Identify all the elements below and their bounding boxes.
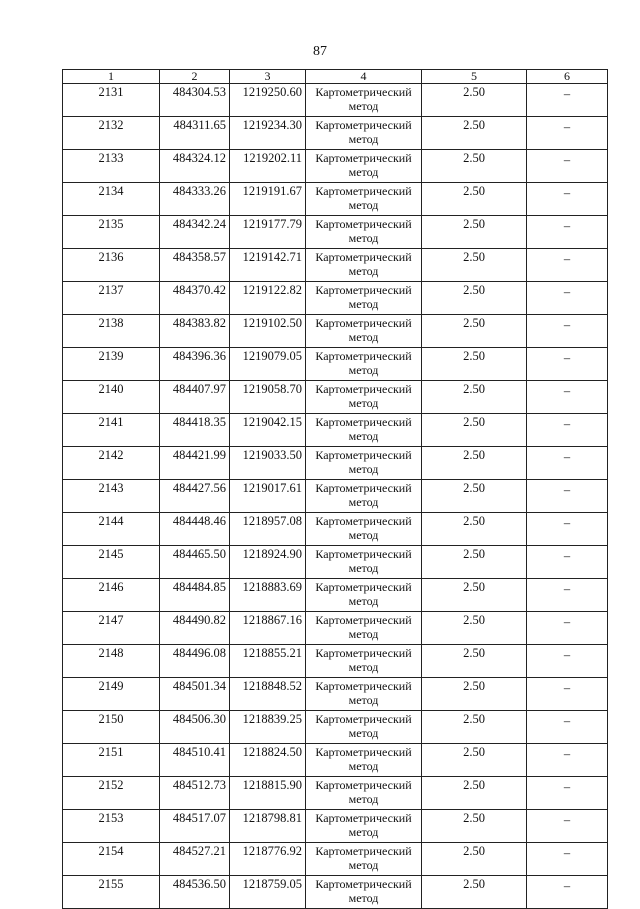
note-cell: – bbox=[527, 348, 608, 381]
note-cell: – bbox=[527, 843, 608, 876]
y-coordinate-cell: 1218798.81 bbox=[230, 810, 306, 843]
page-number: 87 bbox=[313, 44, 327, 59]
method-cell: Картометрический метод bbox=[306, 876, 422, 909]
point-number-cell: 2140 bbox=[63, 381, 160, 414]
x-coordinate-cell: 484333.26 bbox=[160, 183, 230, 216]
accuracy-cell: 2.50 bbox=[422, 150, 527, 183]
method-cell: Картометрический метод bbox=[306, 678, 422, 711]
note-cell: – bbox=[527, 480, 608, 513]
x-coordinate-cell: 484407.97 bbox=[160, 381, 230, 414]
table-row bbox=[63, 183, 608, 216]
table-row bbox=[63, 744, 608, 777]
note-cell: – bbox=[527, 711, 608, 744]
x-coordinate-cell: 484536.50 bbox=[160, 876, 230, 909]
x-coordinate-cell: 484512.73 bbox=[160, 777, 230, 810]
y-coordinate-cell: 1218759.05 bbox=[230, 876, 306, 909]
accuracy-cell: 2.50 bbox=[422, 612, 527, 645]
point-number-cell: 2131 bbox=[63, 84, 160, 117]
table-row bbox=[63, 843, 608, 876]
point-number-cell: 2152 bbox=[63, 777, 160, 810]
accuracy-cell: 2.50 bbox=[422, 546, 527, 579]
point-number-cell: 2138 bbox=[63, 315, 160, 348]
accuracy-cell: 2.50 bbox=[422, 777, 527, 810]
x-coordinate-cell: 484383.82 bbox=[160, 315, 230, 348]
point-number-cell: 2145 bbox=[63, 546, 160, 579]
point-number-cell: 2139 bbox=[63, 348, 160, 381]
point-number-cell: 2151 bbox=[63, 744, 160, 777]
accuracy-cell: 2.50 bbox=[422, 216, 527, 249]
table-row bbox=[63, 546, 608, 579]
note-cell: – bbox=[527, 645, 608, 678]
y-coordinate-cell: 1218883.69 bbox=[230, 579, 306, 612]
y-coordinate-cell: 1219058.70 bbox=[230, 381, 306, 414]
x-coordinate-cell: 484358.57 bbox=[160, 249, 230, 282]
accuracy-cell: 2.50 bbox=[422, 678, 527, 711]
method-cell: Картометрический метод bbox=[306, 711, 422, 744]
y-coordinate-cell: 1219102.50 bbox=[230, 315, 306, 348]
note-cell: – bbox=[527, 282, 608, 315]
accuracy-cell: 2.50 bbox=[422, 249, 527, 282]
note-cell: – bbox=[527, 150, 608, 183]
note-cell: – bbox=[527, 216, 608, 249]
table-row bbox=[63, 777, 608, 810]
y-coordinate-cell: 1219234.30 bbox=[230, 117, 306, 150]
accuracy-cell: 2.50 bbox=[422, 513, 527, 546]
method-cell: Картометрический метод bbox=[306, 843, 422, 876]
note-cell: – bbox=[527, 117, 608, 150]
table-row bbox=[63, 249, 608, 282]
y-coordinate-cell: 1218815.90 bbox=[230, 777, 306, 810]
method-cell: Картометрический метод bbox=[306, 810, 422, 843]
x-coordinate-cell: 484527.21 bbox=[160, 843, 230, 876]
accuracy-cell: 2.50 bbox=[422, 381, 527, 414]
method-cell: Картометрический метод bbox=[306, 579, 422, 612]
table-header-row bbox=[63, 70, 608, 84]
table-row bbox=[63, 381, 608, 414]
table-row bbox=[63, 282, 608, 315]
method-cell: Картометрический метод bbox=[306, 249, 422, 282]
y-coordinate-cell: 1218855.21 bbox=[230, 645, 306, 678]
y-coordinate-cell: 1218924.90 bbox=[230, 546, 306, 579]
x-coordinate-cell: 484506.30 bbox=[160, 711, 230, 744]
point-number-cell: 2146 bbox=[63, 579, 160, 612]
x-coordinate-cell: 484418.35 bbox=[160, 414, 230, 447]
table-row bbox=[63, 150, 608, 183]
note-cell: – bbox=[527, 315, 608, 348]
point-number-cell: 2136 bbox=[63, 249, 160, 282]
note-cell: – bbox=[527, 447, 608, 480]
table-row bbox=[63, 513, 608, 546]
method-cell: Картометрический метод bbox=[306, 777, 422, 810]
y-coordinate-cell: 1219250.60 bbox=[230, 84, 306, 117]
x-coordinate-cell: 484396.36 bbox=[160, 348, 230, 381]
method-cell: Картометрический метод bbox=[306, 183, 422, 216]
point-number-cell: 2149 bbox=[63, 678, 160, 711]
y-coordinate-cell: 1219202.11 bbox=[230, 150, 306, 183]
note-cell: – bbox=[527, 414, 608, 447]
note-cell: – bbox=[527, 513, 608, 546]
y-coordinate-cell: 1219017.61 bbox=[230, 480, 306, 513]
table-row bbox=[63, 579, 608, 612]
accuracy-cell: 2.50 bbox=[422, 414, 527, 447]
table-row bbox=[63, 810, 608, 843]
point-number-cell: 2143 bbox=[63, 480, 160, 513]
table-row bbox=[63, 480, 608, 513]
table-row bbox=[63, 678, 608, 711]
point-number-cell: 2150 bbox=[63, 711, 160, 744]
y-coordinate-cell: 1218848.52 bbox=[230, 678, 306, 711]
y-coordinate-cell: 1218776.92 bbox=[230, 843, 306, 876]
point-number-cell: 2133 bbox=[63, 150, 160, 183]
table-row bbox=[63, 117, 608, 150]
accuracy-cell: 2.50 bbox=[422, 645, 527, 678]
point-number-cell: 2142 bbox=[63, 447, 160, 480]
accuracy-cell: 2.50 bbox=[422, 348, 527, 381]
point-number-cell: 2155 bbox=[63, 876, 160, 909]
method-cell: Картометрический метод bbox=[306, 150, 422, 183]
table-row bbox=[63, 216, 608, 249]
table-row bbox=[63, 414, 608, 447]
accuracy-cell: 2.50 bbox=[422, 876, 527, 909]
point-number-cell: 2132 bbox=[63, 117, 160, 150]
x-coordinate-cell: 484465.50 bbox=[160, 546, 230, 579]
column-header: 1 bbox=[63, 70, 160, 84]
method-cell: Картометрический метод bbox=[306, 744, 422, 777]
x-coordinate-cell: 484342.24 bbox=[160, 216, 230, 249]
accuracy-cell: 2.50 bbox=[422, 579, 527, 612]
accuracy-cell: 2.50 bbox=[422, 84, 527, 117]
table-row bbox=[63, 447, 608, 480]
accuracy-cell: 2.50 bbox=[422, 282, 527, 315]
column-header: 2 bbox=[160, 70, 230, 84]
column-header: 3 bbox=[230, 70, 306, 84]
accuracy-cell: 2.50 bbox=[422, 315, 527, 348]
method-cell: Картометрический метод bbox=[306, 612, 422, 645]
table-row bbox=[63, 645, 608, 678]
point-number-cell: 2144 bbox=[63, 513, 160, 546]
column-header: 5 bbox=[422, 70, 527, 84]
note-cell: – bbox=[527, 612, 608, 645]
y-coordinate-cell: 1218824.50 bbox=[230, 744, 306, 777]
method-cell: Картометрический метод bbox=[306, 315, 422, 348]
y-coordinate-cell: 1219033.50 bbox=[230, 447, 306, 480]
note-cell: – bbox=[527, 381, 608, 414]
method-cell: Картометрический метод bbox=[306, 546, 422, 579]
x-coordinate-cell: 484510.41 bbox=[160, 744, 230, 777]
y-coordinate-cell: 1219191.67 bbox=[230, 183, 306, 216]
point-number-cell: 2134 bbox=[63, 183, 160, 216]
method-cell: Картометрический метод bbox=[306, 348, 422, 381]
point-number-cell: 2141 bbox=[63, 414, 160, 447]
method-cell: Картометрический метод bbox=[306, 645, 422, 678]
table-row bbox=[63, 711, 608, 744]
method-cell: Картометрический метод bbox=[306, 117, 422, 150]
accuracy-cell: 2.50 bbox=[422, 711, 527, 744]
x-coordinate-cell: 484370.42 bbox=[160, 282, 230, 315]
note-cell: – bbox=[527, 876, 608, 909]
x-coordinate-cell: 484448.46 bbox=[160, 513, 230, 546]
note-cell: – bbox=[527, 678, 608, 711]
table-row bbox=[63, 612, 608, 645]
y-coordinate-cell: 1219142.71 bbox=[230, 249, 306, 282]
note-cell: – bbox=[527, 183, 608, 216]
x-coordinate-cell: 484496.08 bbox=[160, 645, 230, 678]
column-header: 4 bbox=[306, 70, 422, 84]
method-cell: Картометрический метод bbox=[306, 84, 422, 117]
accuracy-cell: 2.50 bbox=[422, 447, 527, 480]
point-number-cell: 2153 bbox=[63, 810, 160, 843]
y-coordinate-cell: 1219079.05 bbox=[230, 348, 306, 381]
method-cell: Картометрический метод bbox=[306, 381, 422, 414]
method-cell: Картометрический метод bbox=[306, 414, 422, 447]
accuracy-cell: 2.50 bbox=[422, 183, 527, 216]
y-coordinate-cell: 1218839.25 bbox=[230, 711, 306, 744]
x-coordinate-cell: 484517.07 bbox=[160, 810, 230, 843]
x-coordinate-cell: 484421.99 bbox=[160, 447, 230, 480]
y-coordinate-cell: 1218867.16 bbox=[230, 612, 306, 645]
y-coordinate-cell: 1219042.15 bbox=[230, 414, 306, 447]
x-coordinate-cell: 484484.85 bbox=[160, 579, 230, 612]
x-coordinate-cell: 484311.65 bbox=[160, 117, 230, 150]
method-cell: Картометрический метод bbox=[306, 447, 422, 480]
point-number-cell: 2147 bbox=[63, 612, 160, 645]
method-cell: Картометрический метод bbox=[306, 480, 422, 513]
accuracy-cell: 2.50 bbox=[422, 843, 527, 876]
x-coordinate-cell: 484501.34 bbox=[160, 678, 230, 711]
table-body bbox=[63, 84, 608, 909]
x-coordinate-cell: 484324.12 bbox=[160, 150, 230, 183]
table-row bbox=[63, 84, 608, 117]
x-coordinate-cell: 484304.53 bbox=[160, 84, 230, 117]
accuracy-cell: 2.50 bbox=[422, 117, 527, 150]
point-number-cell: 2148 bbox=[63, 645, 160, 678]
point-number-cell: 2154 bbox=[63, 843, 160, 876]
note-cell: – bbox=[527, 744, 608, 777]
note-cell: – bbox=[527, 777, 608, 810]
y-coordinate-cell: 1219177.79 bbox=[230, 216, 306, 249]
x-coordinate-cell: 484490.82 bbox=[160, 612, 230, 645]
table-row bbox=[63, 315, 608, 348]
method-cell: Картометрический метод bbox=[306, 216, 422, 249]
note-cell: – bbox=[527, 810, 608, 843]
point-number-cell: 2135 bbox=[63, 216, 160, 249]
column-header: 6 bbox=[527, 70, 608, 84]
accuracy-cell: 2.50 bbox=[422, 810, 527, 843]
note-cell: – bbox=[527, 579, 608, 612]
y-coordinate-cell: 1219122.82 bbox=[230, 282, 306, 315]
coordinates-table bbox=[62, 69, 608, 909]
method-cell: Картометрический метод bbox=[306, 282, 422, 315]
table-row bbox=[63, 348, 608, 381]
x-coordinate-cell: 484427.56 bbox=[160, 480, 230, 513]
accuracy-cell: 2.50 bbox=[422, 480, 527, 513]
note-cell: – bbox=[527, 84, 608, 117]
note-cell: – bbox=[527, 546, 608, 579]
y-coordinate-cell: 1218957.08 bbox=[230, 513, 306, 546]
accuracy-cell: 2.50 bbox=[422, 744, 527, 777]
method-cell: Картометрический метод bbox=[306, 513, 422, 546]
point-number-cell: 2137 bbox=[63, 282, 160, 315]
note-cell: – bbox=[527, 249, 608, 282]
